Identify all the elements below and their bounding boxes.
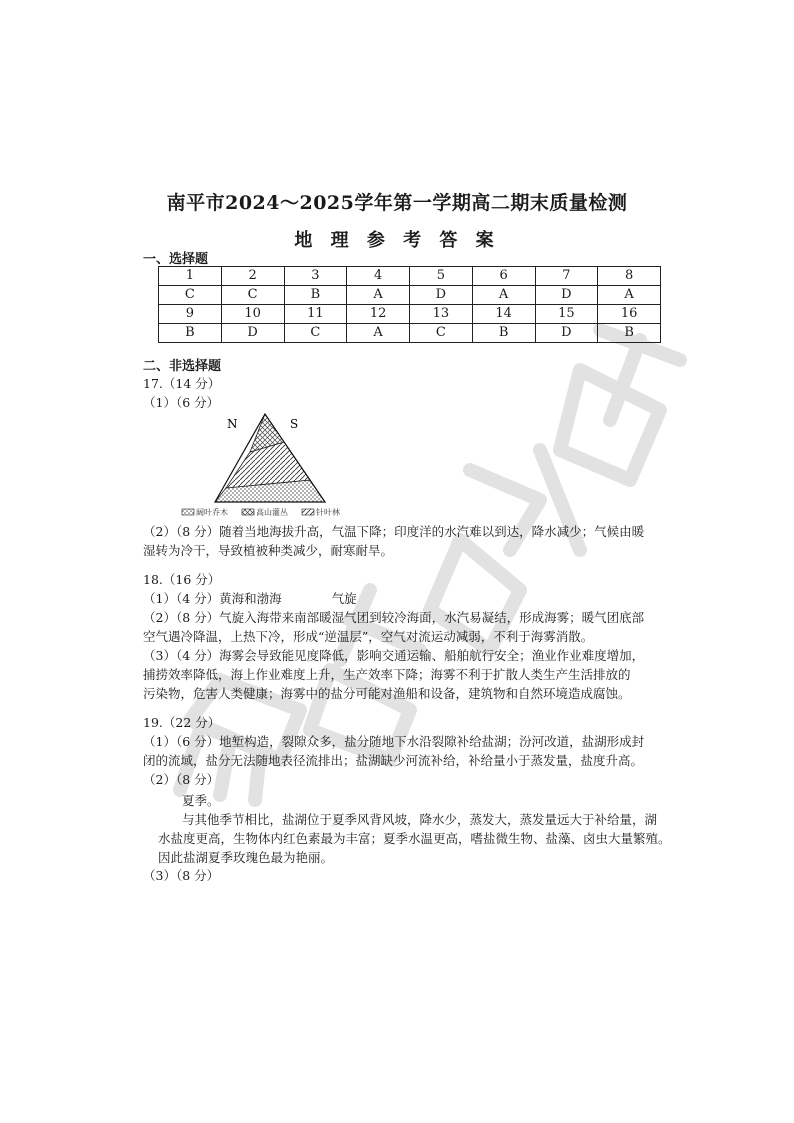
table-cell: D (221, 324, 284, 343)
table-cell: 13 (410, 305, 473, 324)
table-cell: D (535, 324, 598, 343)
table-cell: 6 (472, 267, 535, 286)
q19-part2-label: （2）（8 分） (143, 772, 220, 787)
table-cell: 16 (598, 305, 661, 324)
table-cell: B (598, 324, 661, 343)
section-heading-nonchoice: 二、非选择题 (143, 359, 222, 374)
q19-part1-line2: 闭的流域，盐分无法随地表径流排出；盐湖缺少河流补给，补给量小于蒸发量，盐度升高。 (143, 753, 644, 768)
q19-part2-answer: 夏季。 (182, 793, 220, 808)
q18-part3-line1: （3）（4 分）海雾会导致能见度降低，影响交通运输、船舶航行安全；渔业作业难度增加， (143, 648, 645, 663)
q19-part3-label: （3）（8 分） (143, 868, 220, 883)
q19-part2-line1: 与其他季节相比，盐湖位于夏季风背风坡，降水少，蒸发大，蒸发量远大于补给量，湖 (182, 812, 658, 827)
table-cell: 9 (159, 305, 222, 324)
table-cell: C (410, 324, 473, 343)
table-cell: B (159, 324, 222, 343)
table-cell: 4 (347, 267, 410, 286)
table-row (159, 286, 661, 305)
table-cell: A (598, 286, 661, 305)
table-cell: D (410, 286, 473, 305)
q18-label: 18.（16 分） (143, 572, 221, 587)
north-label: N (227, 417, 238, 431)
table-cell: 11 (284, 305, 347, 324)
q18-part3-line2: 捕捞效率降低，海上作业难度上升，生产效率下降；海雾不利于扩散人类生产生活排放的 (143, 667, 631, 682)
q19-part2-line3: 因此盐湖夏季玫瑰色最为艳丽。 (158, 850, 334, 865)
table-cell: C (284, 324, 347, 343)
q18-part1 (143, 589, 357, 608)
answer-table (158, 266, 661, 343)
table-row (159, 324, 661, 343)
q18-part1-b: 气旋 (331, 591, 357, 606)
table-cell: B (472, 324, 535, 343)
legend-conifer: 针叶林 (316, 508, 340, 517)
vegetation-diagram (170, 410, 370, 520)
legend-shrub: 高山灌丛 (256, 508, 288, 517)
q19-label: 19.（22 分） (143, 715, 221, 730)
q18-part2-line2: 空气遇冷降温，上热下冷，形成“逆温层”，空气对流运动减弱，不利于海雾消散。 (143, 629, 594, 644)
table-cell: 5 (410, 267, 473, 286)
q18-part3-line3: 污染物，危害人类健康；海雾中的盐分可能对渔船和设备，建筑物和自然环境造成腐蚀。 (143, 686, 631, 701)
q19-part1-line1: （1）（6 分）地堑构造，裂隙众多，盐分随地下水沿裂隙补给盐湖；汾河改道，盐湖形成封 (143, 734, 645, 749)
q18-part2-line1: （2）（8 分）气旋入海带来南部暖湿气团到较冷海面，水汽易凝结，形成海雾；暖气团底部 (143, 610, 645, 625)
table-cell: C (221, 286, 284, 305)
table-cell: 14 (472, 305, 535, 324)
table-cell: 7 (535, 267, 598, 286)
section-heading-choice: 一、选择题 (143, 252, 209, 267)
table-cell: D (535, 286, 598, 305)
table-cell: 15 (535, 305, 598, 324)
table-row (159, 267, 661, 286)
q17-part2-line1: （2）（8 分）随着当地海拔升高，气温下降；印度洋的水汽难以到达，降水减少；气候由暖 (143, 524, 645, 539)
q19-part2-line2: 水盐度更高，生物体内红色素最为丰富；夏季水温更高，嗜盐微生物、盐藻、卤虫大量繁殖。 (158, 831, 671, 846)
table-cell: A (472, 286, 535, 305)
south-label: S (290, 417, 299, 431)
table-cell: 3 (284, 267, 347, 286)
table-cell: B (284, 286, 347, 305)
table-row (159, 305, 661, 324)
table-cell: 12 (347, 305, 410, 324)
q18-part1-a: （1）（4 分）黄海和渤海 (143, 591, 282, 606)
document-title: 南平市2024～2025学年第一学期高二期末质量检测 (166, 192, 628, 214)
table-cell: 2 (221, 267, 284, 286)
conifer-zone (226, 442, 310, 488)
table-cell: 8 (598, 267, 661, 286)
legend-broadleaf: 阔叶乔木 (196, 508, 228, 517)
document-subtitle: 地 理 参 考 答 案 (294, 230, 500, 251)
table-cell: A (347, 286, 410, 305)
q17-part1-label: （1）（6 分） (143, 395, 220, 410)
table-cell: 1 (159, 267, 222, 286)
q17-part2-line2: 湿转为冷干，导致植被种类减少，耐寒耐旱。 (143, 543, 394, 558)
table-cell: 10 (221, 305, 284, 324)
legend-shrub-swatch (242, 509, 254, 515)
q17-label: 17.（14 分） (143, 376, 221, 391)
legend-broadleaf-swatch (182, 509, 194, 515)
table-cell: A (347, 324, 410, 343)
legend-conifer-swatch (302, 509, 314, 515)
table-cell: C (159, 286, 222, 305)
